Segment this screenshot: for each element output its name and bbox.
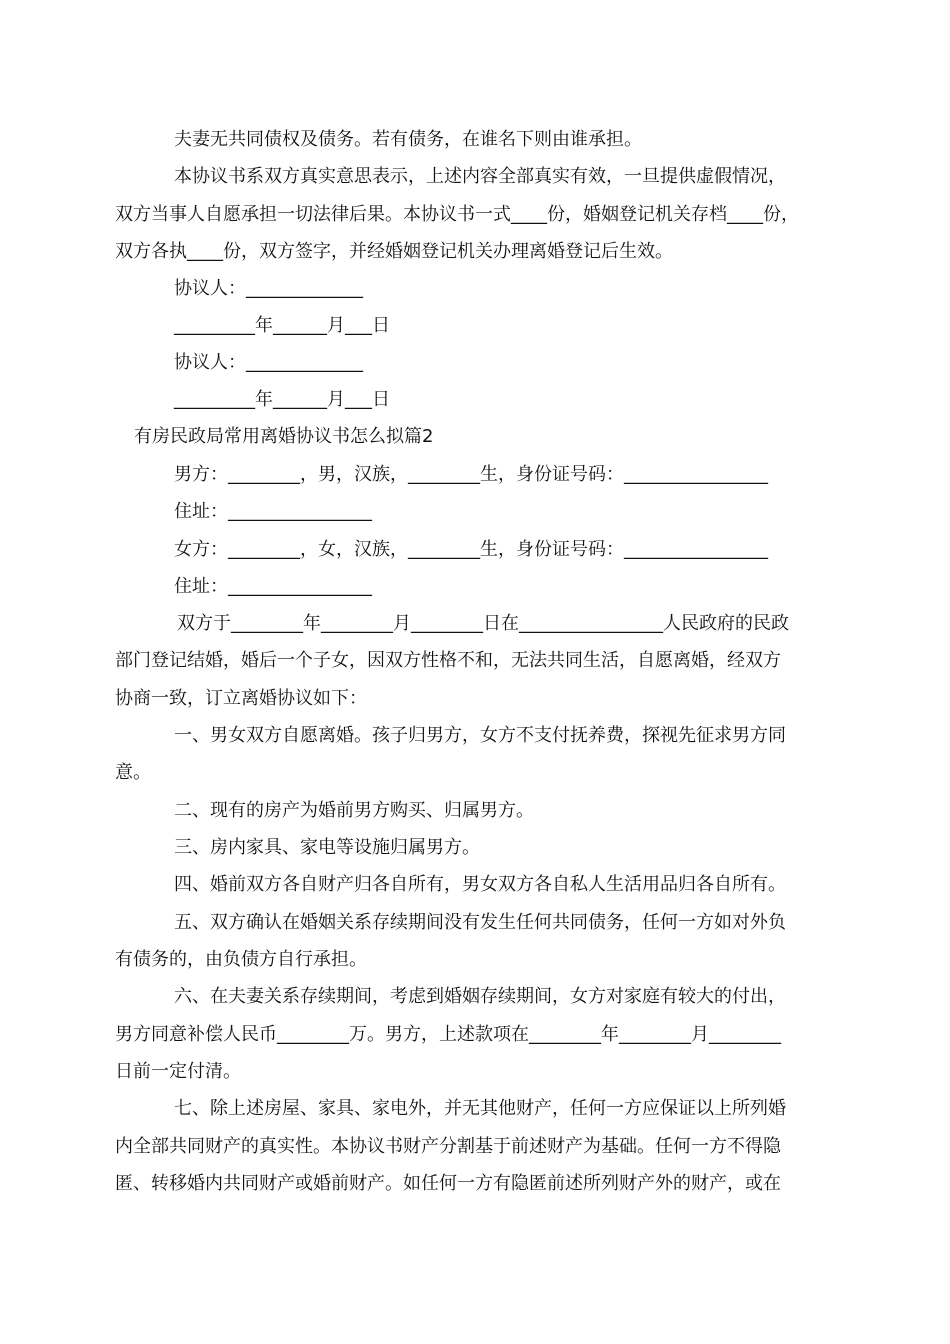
text-line: 本协议书系双方真实意思表示，上述内容全部真实有效，一旦提供虚假情况，	[174, 166, 786, 187]
text-line: 双方于________年________月________日在________________人民政府的民政	[177, 613, 789, 634]
text-line: 二、现有的房产为婚前男方购买、归属男方。	[174, 800, 534, 821]
text-line: 四、婚前双方各自财产归各自所有，男女双方各自私人生活用品归各自所有。	[174, 874, 786, 895]
text-line: 男方：________，男，汉族，________生，身份证号码：________________	[174, 464, 768, 485]
text-line: 夫妻无共同债权及债务。若有债务，在谁名下则由谁承担。	[174, 129, 642, 150]
text-line: 部门登记结婚，婚后一个子女，因双方性格不和，无法共同生活，自愿离婚，经双方	[115, 650, 781, 671]
text-line: 女方：________，女，汉族，________生，身份证号码：________________	[174, 539, 768, 560]
text-line: 日前一定付清。	[115, 1061, 241, 1082]
date-line: _________年______月___日	[174, 315, 390, 336]
section-title: 有房民政局常用离婚协议书怎么拟篇2	[134, 426, 434, 447]
text-line: 男方同意补偿人民币________万。男方，上述款项在________年________月________	[115, 1024, 781, 1045]
text-line: 一、男女双方自愿离婚。孩子归男方，女方不支付抚养费，探视先征求男方同	[174, 725, 786, 746]
signature-line: 协议人：_____________	[174, 278, 363, 299]
date-line: _________年______月___日	[174, 389, 390, 410]
signature-line: 协议人：_____________	[174, 352, 363, 373]
text-line: 内全部共同财产的真实性。本协议书财产分割基于前述财产为基础。任何一方不得隐	[115, 1136, 781, 1157]
text-line: 协商一致，订立离婚协议如下：	[115, 688, 367, 709]
text-line: 七、除上述房屋、家具、家电外，并无其他财产，任何一方应保证以上所列婚	[174, 1098, 786, 1119]
text-line: 匿、转移婚内共同财产或婚前财产。如任何一方有隐匿前述所列财产外的财产，或在	[115, 1173, 781, 1194]
text-line: 五、双方确认在婚姻关系存续期间没有发生任何共同债务，任何一方如对外负	[174, 912, 786, 933]
text-line: 有债务的，由负债方自行承担。	[115, 949, 367, 970]
text-line: 住址：________________	[174, 501, 372, 522]
text-line: 双方当事人自愿承担一切法律后果。本协议书一式____份，婚姻登记机关存档____份，	[115, 204, 799, 225]
text-line: 三、房内家具、家电等设施归属男方。	[174, 837, 480, 858]
text-line: 住址：________________	[174, 576, 372, 597]
text-line: 意。	[115, 762, 151, 783]
text-line: 六、在夫妻关系存续期间，考虑到婚姻存续期间，女方对家庭有较大的付出，	[174, 986, 786, 1007]
text-line: 双方各执____份，双方签字，并经婚姻登记机关办理离婚登记后生效。	[115, 241, 673, 262]
